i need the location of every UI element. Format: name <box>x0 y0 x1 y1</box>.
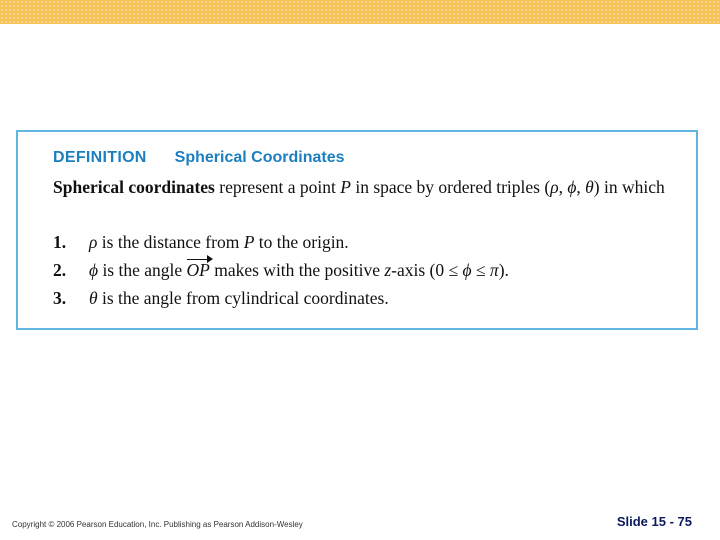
slide-number: Slide 15 - 75 <box>616 514 692 529</box>
item-text: is the angle from cylindrical coordinates. <box>97 288 389 308</box>
item-text: ). <box>498 260 509 280</box>
item-symbol: θ <box>89 288 98 308</box>
list-item <box>53 260 509 281</box>
item-number: 1. <box>53 232 67 252</box>
vector-op: OP <box>186 260 210 280</box>
intro-theta: θ <box>585 177 594 197</box>
intro-rho: ρ <box>550 177 559 197</box>
intro-phi: ϕ <box>567 177 577 197</box>
item-symbol: ϕ <box>89 260 99 280</box>
intro-text-2: in space by ordered triples ( <box>350 177 551 197</box>
intro-comma-1: , <box>558 177 568 197</box>
item-text: is the distance from <box>97 232 244 252</box>
item-number: 3. <box>53 288 67 308</box>
item-var: z <box>384 260 392 280</box>
item-text: -axis (0 ≤ <box>391 260 463 280</box>
list-item <box>53 288 389 309</box>
intro-var-p: P <box>340 177 351 197</box>
item-text: to the origin. <box>254 232 349 252</box>
item-text: is the angle <box>98 260 187 280</box>
footer-copyright: Copyright © 2006 Pearson Education, Inc. Publishing as Pearson Addison-Wesley <box>12 520 303 529</box>
item-var: P <box>243 232 255 252</box>
definition-tag: DEFINITION <box>53 149 147 166</box>
item-text: makes with the positive <box>209 260 385 280</box>
definition-header <box>53 149 345 167</box>
item-text: ≤ <box>471 260 490 280</box>
definition-intro <box>53 176 683 199</box>
item-symbol: ρ <box>89 232 98 252</box>
definition-box <box>16 130 698 330</box>
item-number: 2. <box>53 260 67 280</box>
definition-title: Spherical Coordinates <box>174 149 345 166</box>
item-symbol: ϕ <box>462 260 472 280</box>
intro-comma-2: , <box>576 177 586 197</box>
item-symbol: π <box>489 260 499 280</box>
intro-term: Spherical coordinates <box>53 177 215 197</box>
top-decorative-band <box>0 0 720 24</box>
intro-text-1: represent a point <box>214 177 341 197</box>
list-item <box>53 232 349 253</box>
intro-text-3: ) in which <box>593 177 665 197</box>
